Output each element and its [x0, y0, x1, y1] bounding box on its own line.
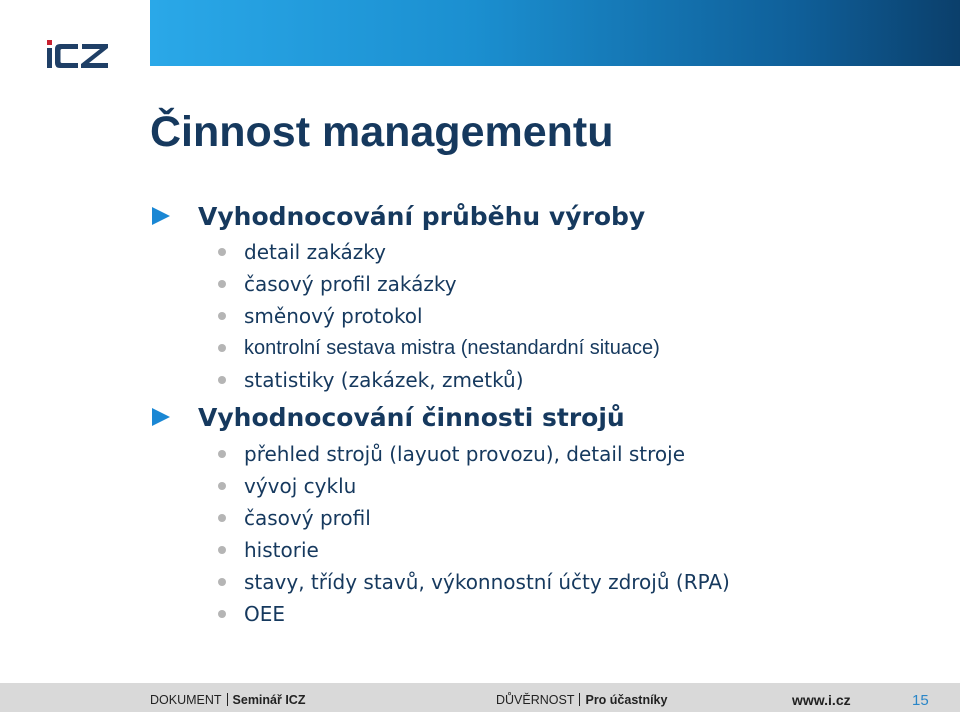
footer-document: [150, 693, 305, 707]
footer-document-value: Seminář ICZ: [232, 693, 306, 707]
section-heading-text: Vyhodnocování činnosti strojů: [198, 402, 625, 432]
list-item: stavy, třídy stavů, výkonnostní účty zdrojů (RPA): [218, 570, 730, 594]
footer-confidentiality: [496, 693, 667, 707]
header-gradient-band: [150, 0, 960, 66]
list-item: časový profil zakázky: [218, 272, 457, 296]
footer-confidentiality-label: DŮVĚRNOST: [496, 693, 575, 707]
bullet-dot-icon: [218, 514, 226, 522]
bullet-dot-icon: [218, 280, 226, 288]
footer-confidentiality-value: Pro účastníky: [585, 693, 668, 707]
triangle-arrow-icon: [152, 207, 170, 225]
bullet-dot-icon: [218, 312, 226, 320]
section-heading-machines: [152, 402, 625, 432]
list-item: statistiky (zakázek, zmetků): [218, 368, 524, 392]
slide-title: Činnost managementu: [150, 108, 614, 156]
list-item: směnový protokol: [218, 304, 423, 328]
section-heading-text: Vyhodnocování průběhu výroby: [198, 201, 646, 231]
footer-document-label: DOKUMENT: [150, 693, 222, 707]
bullet-dot-icon: [218, 546, 226, 554]
bullet-dot-icon: [218, 376, 226, 384]
footer-separator: [579, 693, 580, 706]
list-item: přehled strojů (layuot provozu), detail stroje: [218, 442, 685, 466]
page-number: 15: [912, 692, 929, 709]
footer-url[interactable]: www.i.cz: [792, 692, 851, 708]
footer-separator: [227, 693, 228, 706]
list-item: detail zakázky: [218, 240, 386, 264]
bullet-dot-icon: [218, 450, 226, 458]
bullet-dot-icon: [218, 610, 226, 618]
icz-logo: [44, 38, 114, 70]
list-item: časový profil: [218, 506, 371, 530]
list-item: OEE: [218, 602, 285, 626]
list-item: vývoj cyklu: [218, 474, 356, 498]
list-item: kontrolní sestava mistra (nestandardní situace): [218, 336, 660, 360]
bullet-dot-icon: [218, 578, 226, 586]
bullet-dot-icon: [218, 248, 226, 256]
bullet-dot-icon: [218, 344, 226, 352]
triangle-arrow-icon: [152, 408, 170, 426]
bullet-dot-icon: [218, 482, 226, 490]
section-heading-production: [152, 201, 645, 231]
list-item: historie: [218, 538, 319, 562]
